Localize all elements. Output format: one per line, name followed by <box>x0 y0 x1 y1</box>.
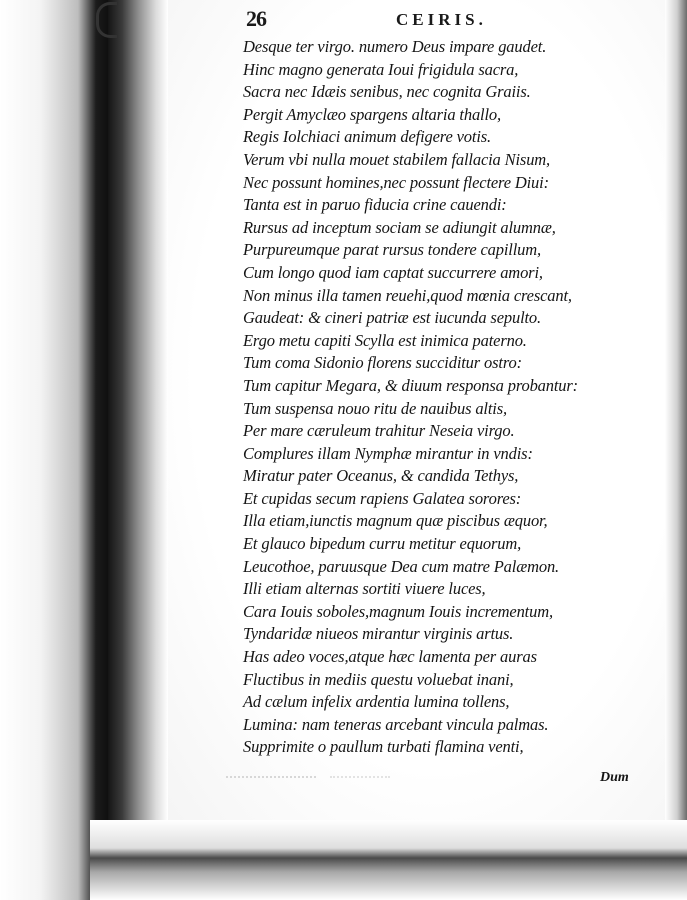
verse-block <box>243 36 663 759</box>
verse-line: Non minus illa tamen reuehi,quod mœnia crescant, <box>243 285 572 305</box>
verse-line: Ad cælum infelix ardentia lumina tollens, <box>243 692 510 712</box>
verse-line: Cum longo quod iam captat succurrere amori, <box>243 262 543 282</box>
faint-bleedthrough-mark <box>330 762 390 778</box>
verse-line: Rursus ad inceptum sociam se adiungit alumnæ, <box>243 217 556 237</box>
verse-line: Verum vbi nulla mouet stabilem fallacia Nisum, <box>243 149 551 169</box>
verse-line: Has adeo voces,atque hæc lamenta per auras <box>243 647 537 667</box>
clip-mark <box>96 2 117 38</box>
page-number: 26 <box>246 6 266 31</box>
catchword: Dum <box>600 770 629 785</box>
verse-line: Tum capitur Megara, & diuum responsa probantur: <box>243 375 579 395</box>
verse-line: Lumina: nam teneras arcebant vincula palmas. <box>243 714 549 734</box>
verse-line: Supprimite o paullum turbati flamina venti, <box>243 737 524 757</box>
verse-line: Ergo metu capiti Scylla est inimica paterno. <box>243 330 527 350</box>
verse-line: Tum coma Sidonio florens succiditur ostro: <box>243 353 522 373</box>
verse-line: Tanta est in paruo fiducia crine cauendi: <box>243 195 507 215</box>
verse-line: Purpureumque parat rursus tondere capillum, <box>243 240 542 260</box>
verse-line: Desque ter virgo. numero Deus impare gaudet. <box>243 37 547 56</box>
verse-line: Complures illam Nymphæ mirantur in vndis: <box>243 443 533 463</box>
verse-line: Illa etiam,iunctis magnum quæ piscibus æquor, <box>243 511 548 531</box>
verse-line: Per mare cæruleum trahitur Neseia virgo. <box>243 421 515 441</box>
verse-line: Tum suspensa nouo ritu de nauibus altis, <box>243 398 507 418</box>
page-header <box>246 6 546 36</box>
page-gutter-shadow <box>108 0 168 860</box>
verse-line: Miratur pater Oceanus, & candida Tethys, <box>243 466 519 486</box>
book-right-edge <box>665 0 687 880</box>
verse-line: Et glauco bipedum curru metitur equorum, <box>243 534 522 554</box>
verse-line: Regis Iolchiaci animum defigere votis. <box>243 127 492 147</box>
verse-line: Pergit Amyclæo spargens altaria thallo, <box>243 104 501 124</box>
verse-line: Fluctibus in mediis questu voluebat inani, <box>243 669 514 689</box>
verse-line: Sacra nec Idæis senibus, nec cognita Graiis. <box>243 82 531 102</box>
verse-line: Tyndaridæ niueos mirantur virginis artus. <box>243 624 514 644</box>
verse-line: Gaudeat: & cineri patriæ est iucunda sepulto. <box>243 308 542 328</box>
verse-line: Illi etiam alternas sortiti viuere luces, <box>243 579 486 599</box>
verse-line: Et cupidas secum rapiens Galatea sorores: <box>243 488 522 508</box>
running-title: CEIRIS. <box>396 10 487 29</box>
book-bottom-edge <box>90 820 687 900</box>
verse-line: Leucothoe, paruusque Dea cum matre Palæmon. <box>243 556 560 576</box>
book-left-edge <box>0 0 110 900</box>
verse-line: Nec possunt homines,nec possunt flectere Diui: <box>243 172 549 192</box>
verse-line: Cara Iouis soboles,magnum Iouis incrementum, <box>243 601 553 621</box>
verse-line: Hinc magno generata Ioui frigidula sacra, <box>243 59 519 79</box>
faint-bleedthrough-mark <box>226 762 316 778</box>
